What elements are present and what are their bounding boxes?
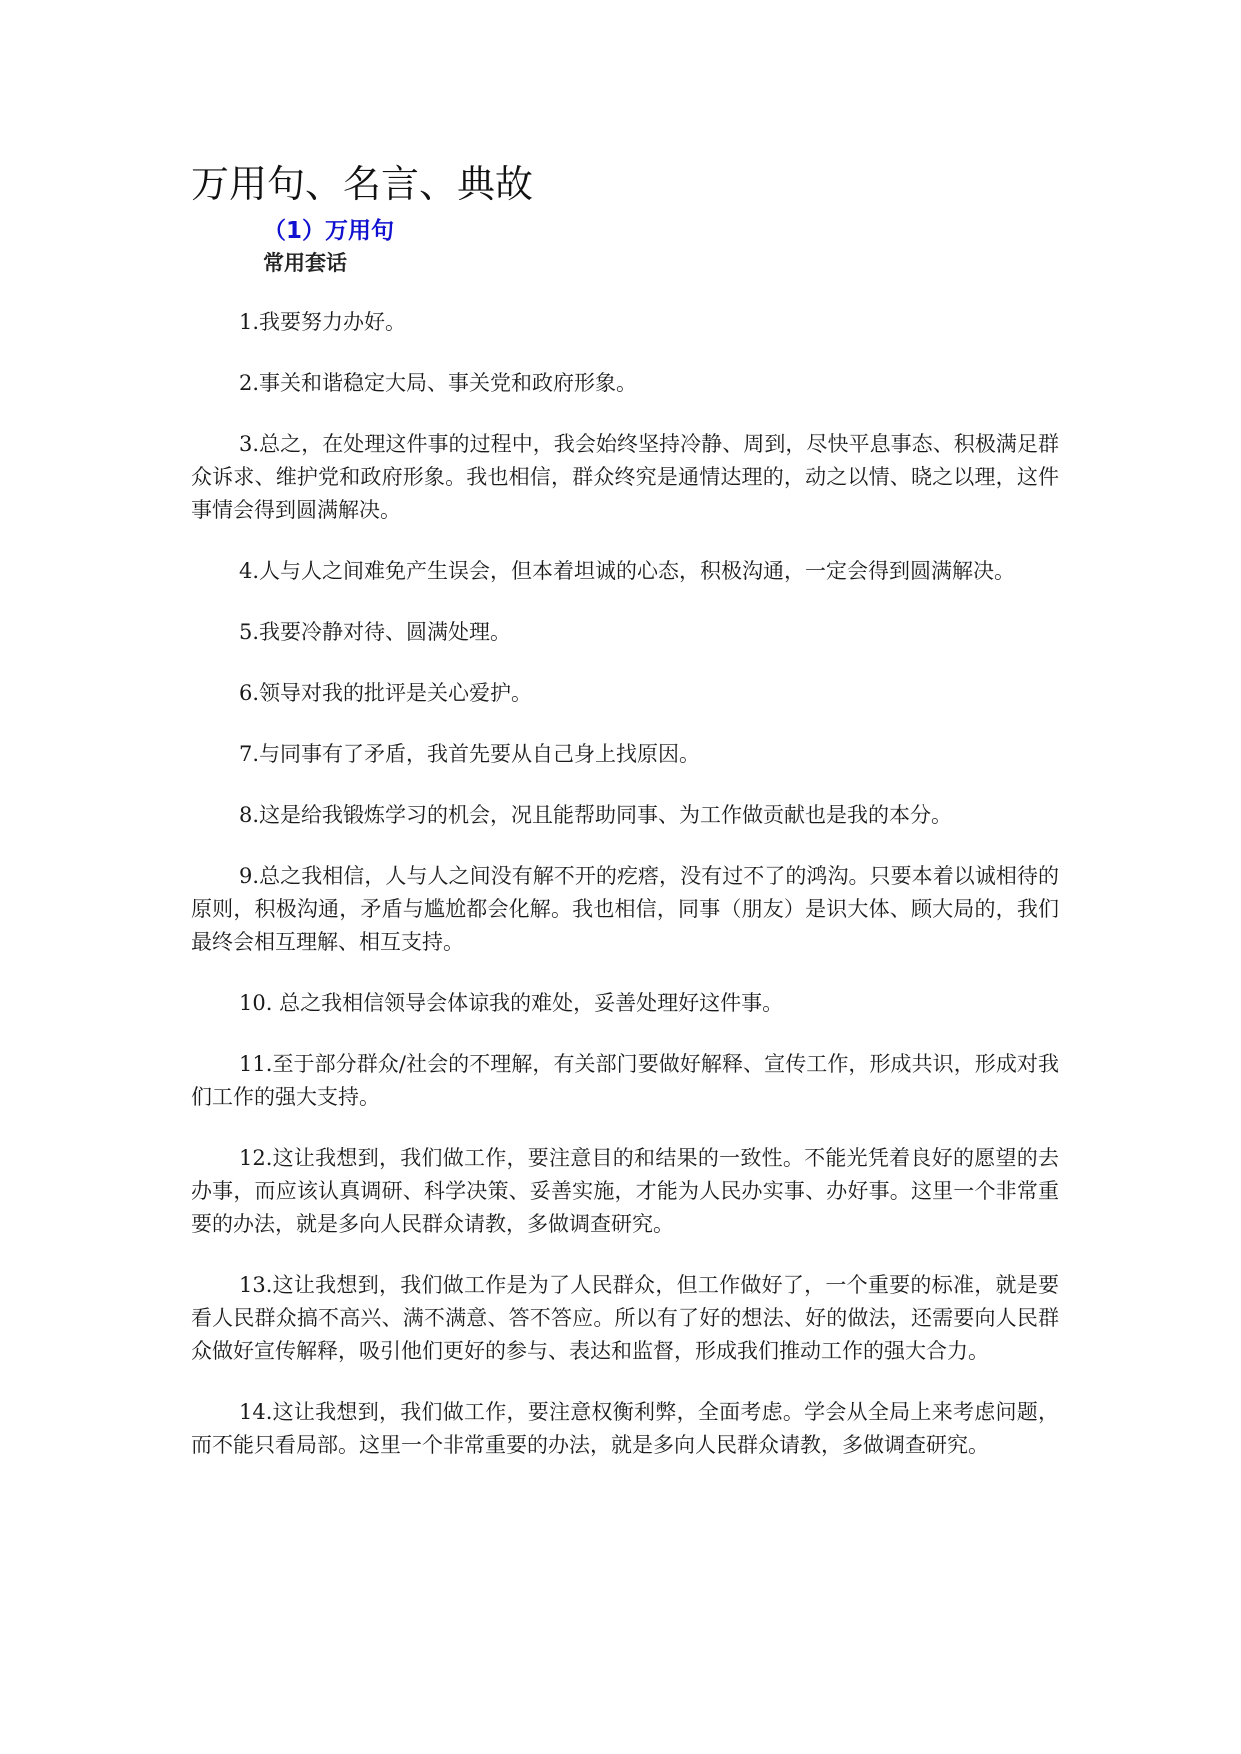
phrase-list bbox=[191, 306, 1059, 1462]
list-item: 4.人与人之间难免产生误会，但本着坦诚的心态，积极沟通，一定会得到圆满解决。 bbox=[239, 559, 1016, 583]
document-page bbox=[191, 162, 1059, 1490]
list-item: 2.事关和谐稳定大局、事关党和政府形象。 bbox=[239, 371, 638, 395]
list-item: 10. 总之我相信领导会体谅我的难处，妥善处理好这件事。 bbox=[239, 991, 784, 1015]
list-item: 8.这是给我锻炼学习的机会，况且能帮助同事、为工作做贡献也是我的本分。 bbox=[239, 803, 953, 827]
subsection-title: 常用套话 bbox=[263, 251, 347, 275]
list-item: 1.我要努力办好。 bbox=[239, 310, 407, 334]
list-item: 6.领导对我的批评是关心爱护。 bbox=[239, 681, 533, 705]
list-item: 14.这让我想到，我们做工作，要注意权衡利弊，全面考虑。学会从全局上来考虑问题，而不能只看局部。这里一个非常重要的办法，就是多向人民群众请教，多做调查研究。 bbox=[191, 1400, 1059, 1457]
section-title: （1）万用句 bbox=[263, 218, 395, 244]
list-item: 11.至于部分群众/社会的不理解，有关部门要做好解释、宣传工作，形成共识，形成对我们工作的强大支持。 bbox=[191, 1052, 1059, 1109]
list-item: 9.总之我相信，人与人之间没有解不开的疙瘩，没有过不了的鸿沟。只要本着以诚相待的原则，积极沟通，矛盾与尴尬都会化解。我也相信，同事（朋友）是识大体、顾大局的，我们最终会相互理解、相互支持。 bbox=[191, 864, 1059, 954]
document-title: 万用句、名言、典故 bbox=[191, 162, 534, 206]
list-item: 3.总之，在处理这件事的过程中，我会始终坚持冷静、周到，尽快平息事态、积极满足群众诉求、维护党和政府形象。我也相信，群众终究是通情达理的，动之以情、晓之以理，这件事情会得到圆满解决。 bbox=[191, 432, 1059, 522]
list-item: 12.这让我想到，我们做工作，要注意目的和结果的一致性。不能光凭着良好的愿望的去办事，而应该认真调研、科学决策、妥善实施，才能为人民办实事、办好事。这里一个非常重要的办法，就是多向人民群众请教，多做调查研究。 bbox=[191, 1146, 1059, 1236]
list-item: 13.这让我想到，我们做工作是为了人民群众，但工作做好了，一个重要的标准，就是要看人民群众搞不高兴、满不满意、答不答应。所以有了好的想法、好的做法，还需要向人民群众做好宣传解释，吸引他们更好的参与、表达和监督，形成我们推动工作的强大合力。 bbox=[191, 1273, 1059, 1363]
list-item: 5.我要冷静对待、圆满处理。 bbox=[239, 620, 512, 644]
list-item: 7.与同事有了矛盾，我首先要从自己身上找原因。 bbox=[239, 742, 701, 766]
